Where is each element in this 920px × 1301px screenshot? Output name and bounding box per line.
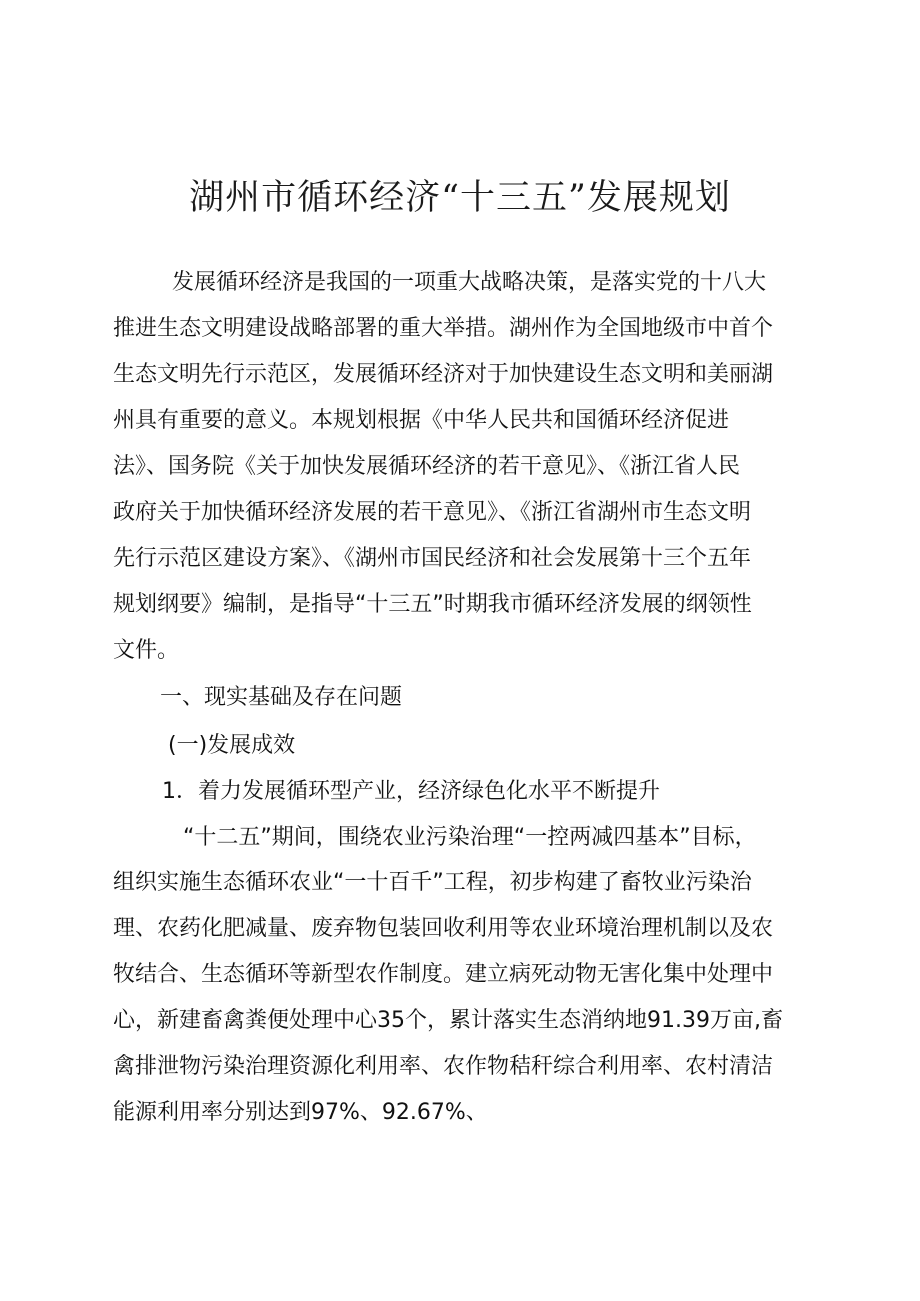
intro-line-6: 政府关于加快循环经济发展的若干意见》、《浙江省湖州市生态文明 [113,500,752,525]
intro-line-2: 推进生态文明建设战略部署的重大举措。湖州作为全国地级市中首个 [113,316,774,341]
intro-line-7: 先行示范区建设方案》、《湖州市国民经济和社会发展第十三个五年 [113,546,752,571]
intro-line-1: 发展循环经济是我国的一项重大战略决策，是落实党的十八大 [172,270,767,295]
intro-line-4: 州具有重要的意义。本规划根据《中华人民共和国循环经济促进 [113,408,730,433]
body-line-6: 禽排泄物污染治理资源化利用率、农作物秸秆综合利用率、农村清洁 [113,1054,774,1079]
intro-line-9: 文件。 [113,638,180,663]
intro-line-8: 规划纲要》编制，是指导“十三五”时期我市循环经济发展的纲领性 [113,592,752,617]
body-line-5: 心，新建畜禽粪便处理中心35个，累计落实生态消纳地91.39万亩,畜 [113,1008,783,1033]
body-line-4: 牧结合、生态循环等新型农作制度。建立病死动物无害化集中处理中 [113,962,774,987]
section-heading-2: (一)发展成效 [168,733,296,758]
body-line-2: 组织实施生态循环农业“一十百千”工程，初步构建了畜牧业污染治 [113,870,752,895]
body-line-1: “十二五”期间，围绕农业污染治理“一控两减四基本”目标， [183,825,757,850]
body-line-3: 理、农药化肥减量、废弃物包装回收利用等农业环境治理机制以及农 [113,916,774,941]
body-line-7: 能源利用率分别达到97%、92.67%、 [113,1100,488,1125]
document-title: 湖州市循环经济“十三五”发展规划 [189,178,731,218]
intro-line-5: 法》、国务院《关于加快发展循环经济的若干意见》、《浙江省人民 [113,454,741,479]
intro-line-3: 生态文明先行示范区，发展循环经济对于加快建设生态文明和美丽湖 [113,362,774,387]
section-heading-3: 1．着力发展循环型产业，经济绿色化水平不断提升 [162,779,660,804]
section-heading-1: 一、现实基础及存在问题 [160,685,403,710]
